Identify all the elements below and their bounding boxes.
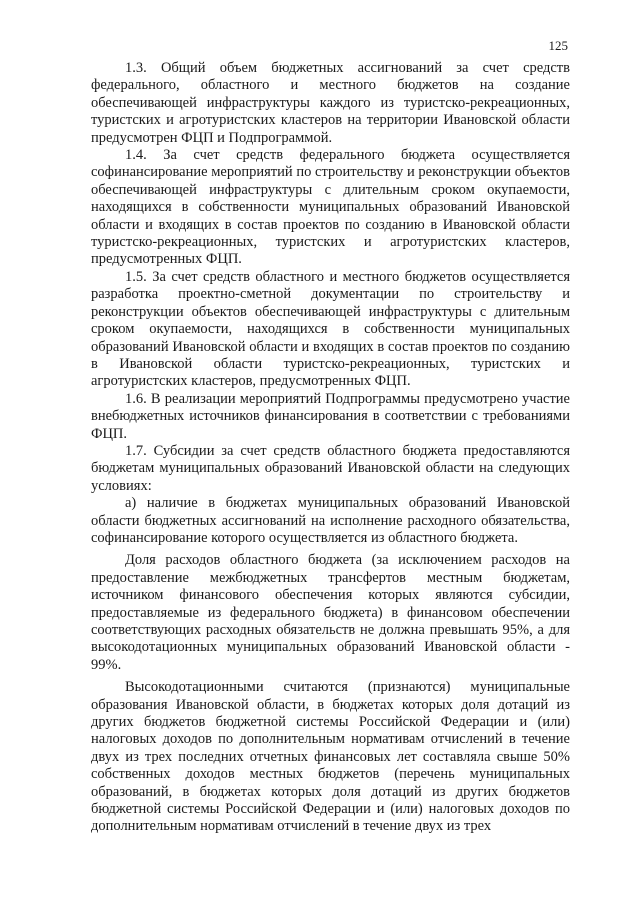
paragraph-high-subsidy-definition: Высокодотационными считаются (признаются) муниципальные образования Ивановской области, в бюджетах которых доля дотаций из других бюджетов бюджетной системы Российской Федерации и (или) налоговых доходов по дополнительным нормативам отчислений в течение двух из трех последних отчетных финансовых лет составляла свыше 50% собственных доходов местных бюджетов (перечень муниципальных образований, в бюджетах которых доля дотаций из других бюджетов бюджетной системы Российской Федерации и (или) налоговых доходов по дополнительным нормативам отчислений в течение двух из трех — [91, 679, 570, 835]
document-body — [91, 60, 570, 836]
paragraph-1-4: 1.4. За счет средств федерального бюджета осуществляется софинансирование мероприятий по строительству и реконструкции объектов обеспечивающей инфраструктуры с длительным сроком окупаемости, находящихся в собственности муниципальных образований Ивановской области и входящих в состав проектов по созданию в Ивановской области туристско-рекреационных, туристских и агротуристских кластеров, предусмотренных ФЦП. — [91, 147, 570, 268]
paragraph-1-7: 1.7. Субсидии за счет средств областного бюджета предоставляются бюджетам муниципальных образований Ивановской области на следующих условиях: — [91, 442, 570, 494]
paragraph-1-6: 1.6. В реализации мероприятий Подпрограммы предусмотрено участие внебюджетных источников финансирования в соответствии с требованиями ФЦП. — [91, 390, 570, 442]
paragraph-condition-a: а) наличие в бюджетах муниципальных образований Ивановской области бюджетных ассигнований на исполнение расходного обязательства, софинансирование которого осуществляется из областного бюджета. — [91, 495, 570, 546]
paragraph-expense-share: Доля расходов областного бюджета (за исключением расходов на предоставление межбюджетных трансфертов местным бюджетам, источником финансового обеспечения которых являются субсидии, предоставляемые из федерального бюджета) в финансовом обеспечении соответствующих расходных обязательств не должна превышать 95%, а для высокодотационных муниципальных образований Ивановской области - 99%. — [91, 552, 570, 673]
paragraph-1-3: 1.3. Общий объем бюджетных ассигнований за счет средств федерального, областного и местного бюджетов на создание обеспечивающей инфраструктуры каждого из туристско-рекреационных, туристских и агротуристских кластеров на территории Ивановской области предусмотрен ФЦП и Подпрограммой. — [91, 60, 570, 146]
page-number: 125 — [548, 38, 568, 53]
paragraph-1-5: 1.5. За счет средств областного и местного бюджетов осуществляется разработка проектно-сметной документации по строительству и реконструкции объектов обеспечивающей инфраструктуры с длительным сроком окупаемости, находящихся в собственности муниципальных образований Ивановской области и входящих в состав проектов по созданию в Ивановской области туристско-рекреационных, туристских и агротуристских кластеров, предусмотренных ФЦП. — [91, 268, 570, 390]
